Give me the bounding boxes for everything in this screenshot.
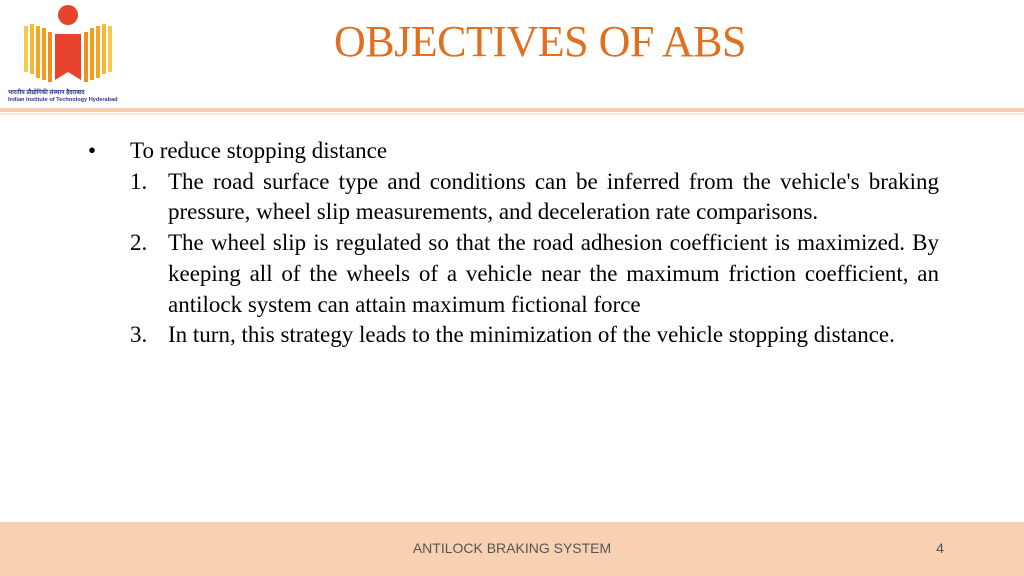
header-divider-light — [0, 113, 1024, 115]
slide-title: OBJECTIVES OF ABS — [333, 17, 747, 66]
numbered-list — [0, 167, 1024, 351]
iith-logo — [8, 2, 148, 106]
iith-emblem-icon — [8, 2, 148, 88]
bullet-marker: • — [88, 138, 97, 163]
list-item-text: In turn, this strategy leads to the minimization of the vehicle stopping distance. — [168, 322, 895, 348]
page-number: 4 — [936, 540, 944, 556]
footer-title: ANTILOCK BRAKING SYSTEM — [412, 540, 612, 556]
logo-dot-icon — [58, 5, 78, 25]
list-item-number: 1. — [130, 168, 148, 194]
list-item-number: 3. — [130, 322, 148, 348]
list-item-number: 2. — [130, 230, 148, 256]
logo-name-english: Indian Institute of Technology Hyderabad — [8, 97, 118, 103]
list-item-text: The wheel slip is regulated so that the road adhesion coefficient is maximized. By keeping all of the wheels of a vehicle near the maximum friction coefficient, an antilock system can attain maximum fictional force — [168, 230, 939, 317]
bullet-text: To reduce stopping distance — [130, 138, 388, 163]
list-item — [0, 320, 1024, 351]
list-item-text: The road surface type and conditions can be inferred from the vehicle's braking pressure, wheel slip measurements, and deceleration rate comparisons. — [168, 168, 939, 225]
footer-band — [0, 522, 1024, 576]
list-item — [0, 228, 1024, 320]
header-divider — [0, 108, 1024, 112]
logo-name-hindi: भारतीय प्रौद्योगिकी संस्थान हैदराबाद — [8, 90, 85, 96]
list-item — [0, 167, 1024, 228]
